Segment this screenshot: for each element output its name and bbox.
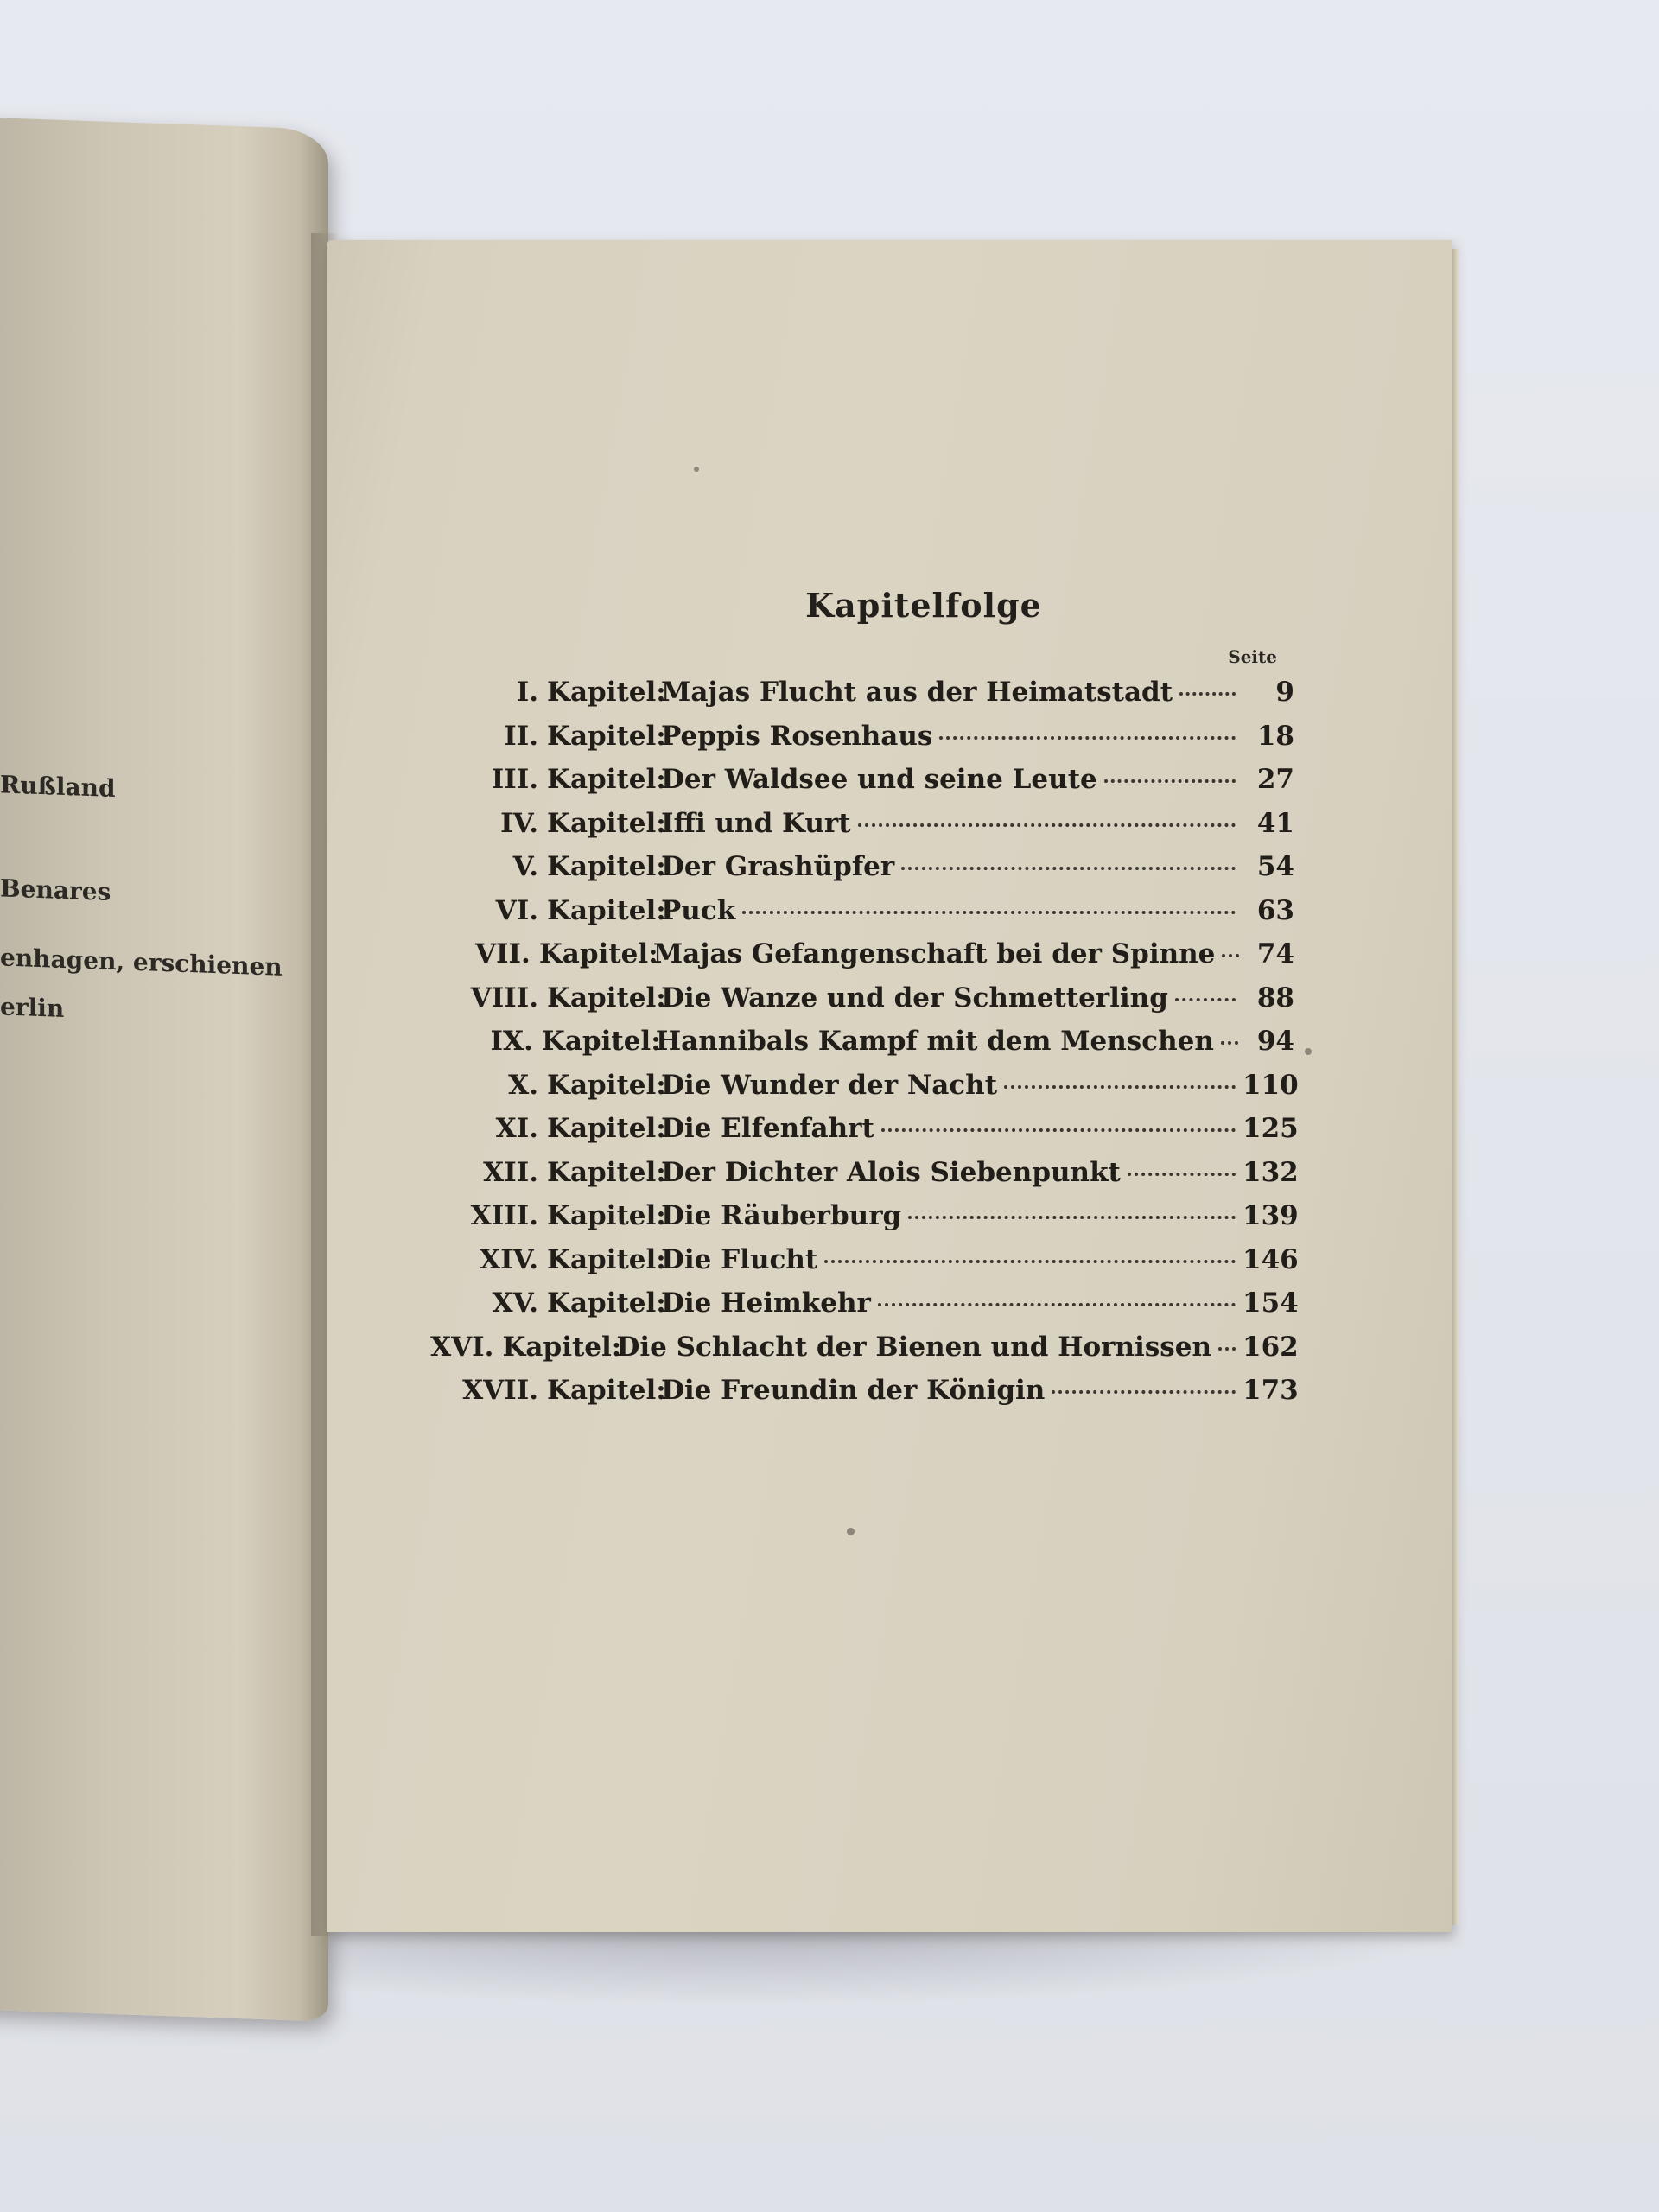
toc-chapter-word: Kapitel:: [538, 938, 658, 969]
toc-chapter-title: Die Räuberburg: [661, 1200, 902, 1231]
toc-page-number: 63: [1256, 894, 1294, 926]
toc-dot-leader: [1221, 1041, 1238, 1045]
toc-chapter-numeral: XI.: [495, 1113, 538, 1144]
toc-page-number: 9: [1275, 677, 1294, 708]
toc-page-number: 154: [1243, 1287, 1299, 1319]
toc-chapter-word: Kapitel:: [547, 1287, 666, 1319]
toc-chapter-title: Majas Gefangenschaft bei der Spinne: [652, 938, 1216, 969]
toc-chapter-numeral: XVI.: [430, 1331, 494, 1363]
toc-page-number: 94: [1256, 1026, 1294, 1057]
toc-chapter-title: Die Flucht: [661, 1243, 818, 1275]
toc-dot-leader: [824, 1260, 1236, 1263]
toc-dot-leader: [878, 1303, 1236, 1306]
toc-chapter-title: Die Schlacht der Bienen und Hornissen: [616, 1331, 1211, 1363]
toc-chapter-word: Kapitel:: [547, 764, 666, 795]
toc-chapter-numeral: XIII.: [470, 1200, 538, 1231]
toc-page-number: 74: [1256, 938, 1294, 969]
toc-page-number: 139: [1243, 1200, 1299, 1231]
toc-entry: [430, 938, 1294, 982]
paper-speck: [694, 467, 699, 472]
toc-chapter-title: Die Elfenfahrt: [661, 1113, 874, 1144]
toc-chapter-numeral: I.: [516, 677, 538, 708]
toc-chapter-title: Peppis Rosenhaus: [661, 720, 933, 752]
toc-chapter-numeral: III.: [491, 764, 538, 795]
left-page-line: Rußland: [0, 770, 116, 804]
toc-entry: [430, 1113, 1299, 1157]
toc-chapter-numeral: X.: [508, 1069, 538, 1101]
toc-entry: [430, 1156, 1299, 1201]
toc-chapter-word: Kapitel:: [547, 982, 666, 1014]
toc-chapter-numeral: II.: [504, 720, 538, 752]
toc-chapter-numeral: VII.: [474, 938, 531, 969]
toc-entry: [430, 1375, 1299, 1419]
toc-page-number: 18: [1256, 720, 1294, 752]
toc-dot-leader: [858, 823, 1236, 827]
toc-chapter-numeral: VI.: [495, 894, 538, 926]
toc-chapter-word: Kapitel:: [547, 1113, 666, 1144]
left-page-text: [0, 117, 294, 2020]
toc-dot-leader: [1175, 998, 1236, 1001]
toc-page-number: 146: [1243, 1243, 1299, 1275]
paper-speck: [847, 1528, 855, 1535]
toc-chapter-numeral: XVII.: [462, 1375, 538, 1406]
toc-chapter-numeral: IV.: [500, 807, 538, 839]
toc-entry: [430, 1243, 1299, 1288]
toc-entry: [430, 677, 1294, 721]
toc-dot-leader: [881, 1128, 1236, 1132]
toc-chapter-numeral: V.: [512, 851, 538, 882]
page-edge: [1452, 249, 1459, 1925]
paper-speck: [1305, 1048, 1312, 1055]
toc-entry: [430, 1331, 1299, 1376]
toc-dot-leader: [1218, 1347, 1236, 1351]
toc-chapter-word: Kapitel:: [547, 1200, 666, 1231]
toc-chapter-title: Der Waldsee und seine Leute: [661, 764, 1097, 795]
toc-chapter-numeral: XIV.: [480, 1243, 538, 1275]
left-page-line: Benares: [0, 874, 111, 906]
toc-entry: [430, 1287, 1299, 1332]
toc-chapter-title: Der Grashüpfer: [661, 851, 895, 882]
toc-chapter-title: Majas Flucht aus der Heimatstadt: [661, 677, 1173, 708]
toc-page-number: 173: [1243, 1375, 1299, 1406]
toc-page-number: 41: [1256, 807, 1294, 839]
right-page: [327, 240, 1452, 1932]
toc-entry: [430, 982, 1294, 1027]
toc-chapter-word: Kapitel:: [502, 1331, 622, 1363]
toc-dot-leader: [939, 736, 1236, 740]
toc-dot-leader: [1179, 692, 1236, 696]
toc-dot-leader: [742, 911, 1236, 914]
toc-page-number: 110: [1243, 1069, 1299, 1101]
toc-chapter-title: Die Wunder der Nacht: [661, 1069, 998, 1101]
toc-page-number: 162: [1243, 1331, 1299, 1363]
toc-page-number: 54: [1256, 851, 1294, 882]
toc-title: Kapitelfolge: [805, 586, 1042, 625]
toc-chapter-word: Kapitel:: [547, 1069, 666, 1101]
toc-page-number: 27: [1256, 764, 1294, 795]
toc-entry: [430, 1026, 1294, 1070]
toc-entry: [430, 851, 1294, 895]
toc-chapter-title: Puck: [661, 894, 736, 926]
toc-chapter-numeral: XII.: [483, 1156, 538, 1188]
toc-dot-leader: [1004, 1085, 1236, 1089]
toc-dot-leader: [1104, 779, 1236, 783]
toc-entry: [430, 895, 1294, 939]
toc-page-number: 132: [1243, 1156, 1299, 1188]
toc-chapter-title: Die Heimkehr: [661, 1287, 871, 1319]
toc-chapter-word: Kapitel:: [547, 1243, 666, 1275]
toc-chapter-word: Kapitel:: [547, 677, 666, 708]
toc-page-number: 88: [1256, 982, 1294, 1014]
left-page-line: enhagen, erschienen: [0, 943, 283, 982]
toc-chapter-title: Die Wanze und der Schmetterling: [661, 982, 1168, 1014]
toc-dot-leader: [901, 867, 1236, 870]
toc-dot-leader: [1052, 1390, 1236, 1394]
toc-dot-leader: [908, 1216, 1236, 1219]
toc-chapter-title: Der Dichter Alois Siebenpunkt: [661, 1156, 1121, 1188]
toc-chapter-numeral: XV.: [492, 1287, 538, 1319]
toc-chapter-title: Iffi und Kurt: [661, 807, 851, 839]
toc-entry: [430, 808, 1294, 852]
toc-chapter-word: Kapitel:: [547, 1156, 666, 1188]
toc-page-number: 125: [1243, 1113, 1299, 1144]
toc-chapter-word: Kapitel:: [541, 1026, 661, 1057]
toc-chapter-numeral: IX.: [490, 1026, 533, 1057]
toc-chapter-title: Hannibals Kampf mit dem Menschen: [655, 1026, 1214, 1057]
toc-chapter-word: Kapitel:: [547, 894, 666, 926]
toc-entry: [430, 764, 1294, 808]
toc-chapter-word: Kapitel:: [547, 807, 666, 839]
toc-entry: [430, 1069, 1299, 1114]
toc-list: [430, 677, 1299, 1419]
toc-entry: [430, 1200, 1299, 1244]
toc-entry: [430, 721, 1294, 765]
toc-chapter-numeral: VIII.: [470, 982, 538, 1014]
toc-chapter-word: Kapitel:: [547, 720, 666, 752]
page-column-header: Seite: [1228, 646, 1277, 667]
toc-chapter-word: Kapitel:: [547, 1375, 666, 1406]
toc-dot-leader: [1128, 1173, 1236, 1176]
left-page: [0, 117, 328, 2022]
toc-chapter-title: Die Freundin der Königin: [661, 1375, 1046, 1406]
toc-dot-leader: [1222, 954, 1239, 957]
toc-chapter-word: Kapitel:: [547, 851, 666, 882]
left-page-line: erlin: [0, 992, 65, 1023]
